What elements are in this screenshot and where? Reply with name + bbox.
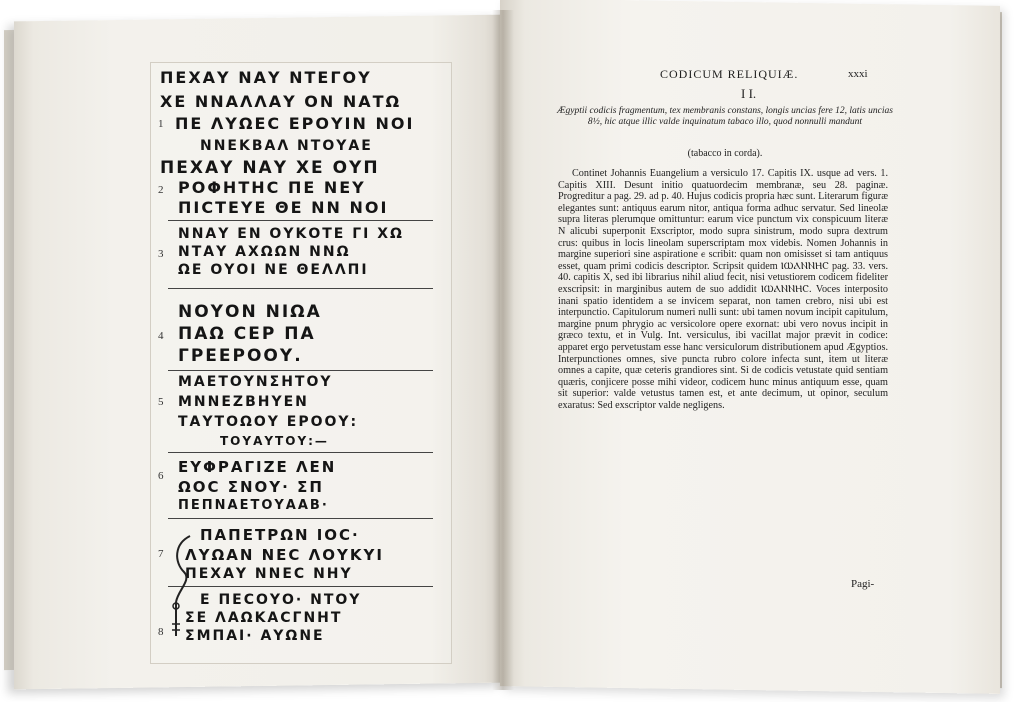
manuscript-line: ΤΟΥΑΥΤΟΥ:—: [220, 434, 329, 448]
manuscript-rule: [168, 288, 433, 289]
verse-number: 3: [158, 248, 164, 260]
manuscript-line: ΠΕΧΑΥ ΝΝΕC ΝΗΥ: [185, 566, 353, 582]
manuscript-line: ΝΟΥΟΝ ΝΙΩΑ: [178, 302, 322, 322]
manuscript-line: ΠΑΩ CΕΡ ΠΑ: [178, 324, 316, 344]
manuscript-line: ΠΕΧΑΥ ΝΑΥ ΝΤΕΓΟΥ: [160, 68, 372, 87]
manuscript-line: ΜΝΝΕΖΒΗΥΕΝ: [178, 394, 309, 410]
verse-number: 2: [158, 184, 164, 196]
verse-number: 4: [158, 330, 164, 342]
section-number: I I.: [741, 86, 757, 101]
verse-number: 8: [158, 626, 164, 638]
manuscript-line: ΤΑΥΤΟΩΟΥ ΕΡΟΟΥ:: [178, 414, 359, 430]
book-gutter: [492, 10, 514, 690]
manuscript-line: ΠΙCΤΕΥΕ ΘΕ ΝΝ ΝΟΙ: [178, 198, 389, 217]
show-through-texture: [580, 520, 840, 600]
manuscript-line: ΠΑΠΕΤΡΩΝ ΙΟC·: [200, 526, 360, 544]
manuscript-line: ΧΕ ΝΝΑΛΛΑΥ ΟΝ ΝΑΤΩ: [160, 92, 402, 111]
manuscript-rule: [168, 370, 433, 371]
marginal-ornament: [170, 532, 196, 642]
manuscript-line: ΝΝΕΚΒΑΛ ΝΤΟΥΑΕ: [200, 138, 373, 154]
verse-number: 1: [158, 118, 164, 130]
manuscript-line: ΕΥΦΡΑΓΙΖΕ ΛΕΝ: [178, 458, 337, 476]
verse-number: 6: [158, 470, 164, 482]
manuscript-rule: [168, 586, 433, 587]
manuscript-line: Ε ΠΕCΟΥΟ· ΝΤΟΥ: [200, 592, 362, 608]
manuscript-rule: [168, 452, 433, 453]
manuscript-line: ΠΕΠΝΑΕΤΟΥΑΑΒ·: [178, 498, 329, 513]
manuscript-line: ΝΤΑΥ ΑΧΩΩΝ ΝΝΩ: [178, 244, 351, 260]
manuscript-rule: [168, 220, 433, 221]
body-paragraph: Continet Johannis Euangelium a versiculo 17. Capitis IX. usque ad vers. 1. Capitis XIII. Desunt initio quatuordecim membranæ, seu 28. paginæ. Progreditur a pag. 29. ad p. 40. Hujus codicis propria hæc sunt. Literarum figuræ elegantes sunt: antiquus earum nitor, antiqua forma adhuc servatur. Sed lineolæ supra literas plerumque omittuntur: earum vice punctum vix conspicuum literæ N alicubi superponit Exscriptor, modo supra sinistrum, modo supra dextrum crus: quibus in locis lineolam superscriptam mox videbis. Nomen Johannis in margine superiori sine aspiratione ⲉ scribit: quam non omisisset si tam antiquus esset, quam primi codicis descriptor. Scripsit quidem ⲒⲰⲀⲚⲚⲎⲤ pag. 33. vers. 40. capitis X, sed ibi librarius nihil aliud fecit, nisi vetustiorem codicem fideliter exscripsit: in marginibus autem de suo addidit ⲒⲰⲀⲚⲚⲎⲤ. Voces interposito inani spatio identidem a se invicem separat, non tamen crebro, nisi ubi est interpunctio. Capitulorum numeri nulli sunt: ubi tamen novum incipit capitulum, margine pnum phrygio ac versicolore opere exornat: ubi vero novus incipit in græco textu, et in Vulg. Int. versiculus, ibi vacillat major prævit in codice: apparet ergo pervetustam esse hanc versiculorum distributionem apud Ægyptios. Interpunctiones omnes, sive puncta rubro colore infecta sunt, item ut literæ omnes a capite, quæ ceteris grandiores sint. Si de codicis vetustate quid sentiam quæris, conjicere posse mihi videor, codicem hunc minus antiquum esse, quam sit superior: valde vetustus tamen est, et ante decimum, ut opinor, seculum exaratus: Sed exscriptor valde negligens.: [558, 168, 888, 411]
manuscript-line: ΠΕ ΛΥΩΕC ΕΡΟΥΙΝ ΝΟΙ: [175, 114, 415, 133]
manuscript-rule: [168, 518, 433, 519]
manuscript-line: ΛΥΩΑΝ ΝΕC ΛΟΥΚΥΙ: [185, 546, 384, 564]
manuscript-line: ΠΕΧΑΥ ΝΑΥ ΧΕ ΟΥΠ: [160, 158, 380, 178]
verse-number: 7: [158, 548, 164, 560]
codex-description-note: (tabacco in corda).: [687, 148, 763, 159]
catchword: Pagi-: [851, 578, 875, 590]
manuscript-line: ΡΟΦΗΤΗC ΠΕ ΝΕΥ: [178, 178, 366, 197]
codex-description: Ægyptii codicis fragmentum, tex membranis constans, longis uncias fere 12, latis uncias 8½, hic atque illic valde inquinatum tabaco illo, quod nonnulli mandunt: [557, 106, 893, 127]
manuscript-line: ΣΜΠΑΙ· ΑΥΩΝΕ: [185, 628, 325, 644]
manuscript-line: ΣΕ ΛΑΩΚΑCΓΝΗΤ: [185, 610, 343, 626]
manuscript-line: ΓΡΕΕΡΟΟΥ.: [178, 346, 303, 366]
manuscript-line: ΝΝΑΥ ΕΝ ΟΥΚΟΤΕ ΓΙ ΧΩ: [178, 226, 404, 242]
page-number: xxxi: [848, 68, 868, 80]
running-head: CODICUM RELIQUIÆ.: [660, 67, 799, 81]
manuscript-line: ΩΕ ΟΥΟΙ ΝΕ ΘΕΛΛΠΙ: [178, 262, 369, 278]
manuscript-line: ΜΑΕΤΟΥΝΣΗΤΟΥ: [178, 374, 333, 390]
verse-number: 5: [158, 396, 164, 408]
manuscript-line: ΩΟC ΣΝΟΥ· ΣΠ: [178, 478, 324, 496]
